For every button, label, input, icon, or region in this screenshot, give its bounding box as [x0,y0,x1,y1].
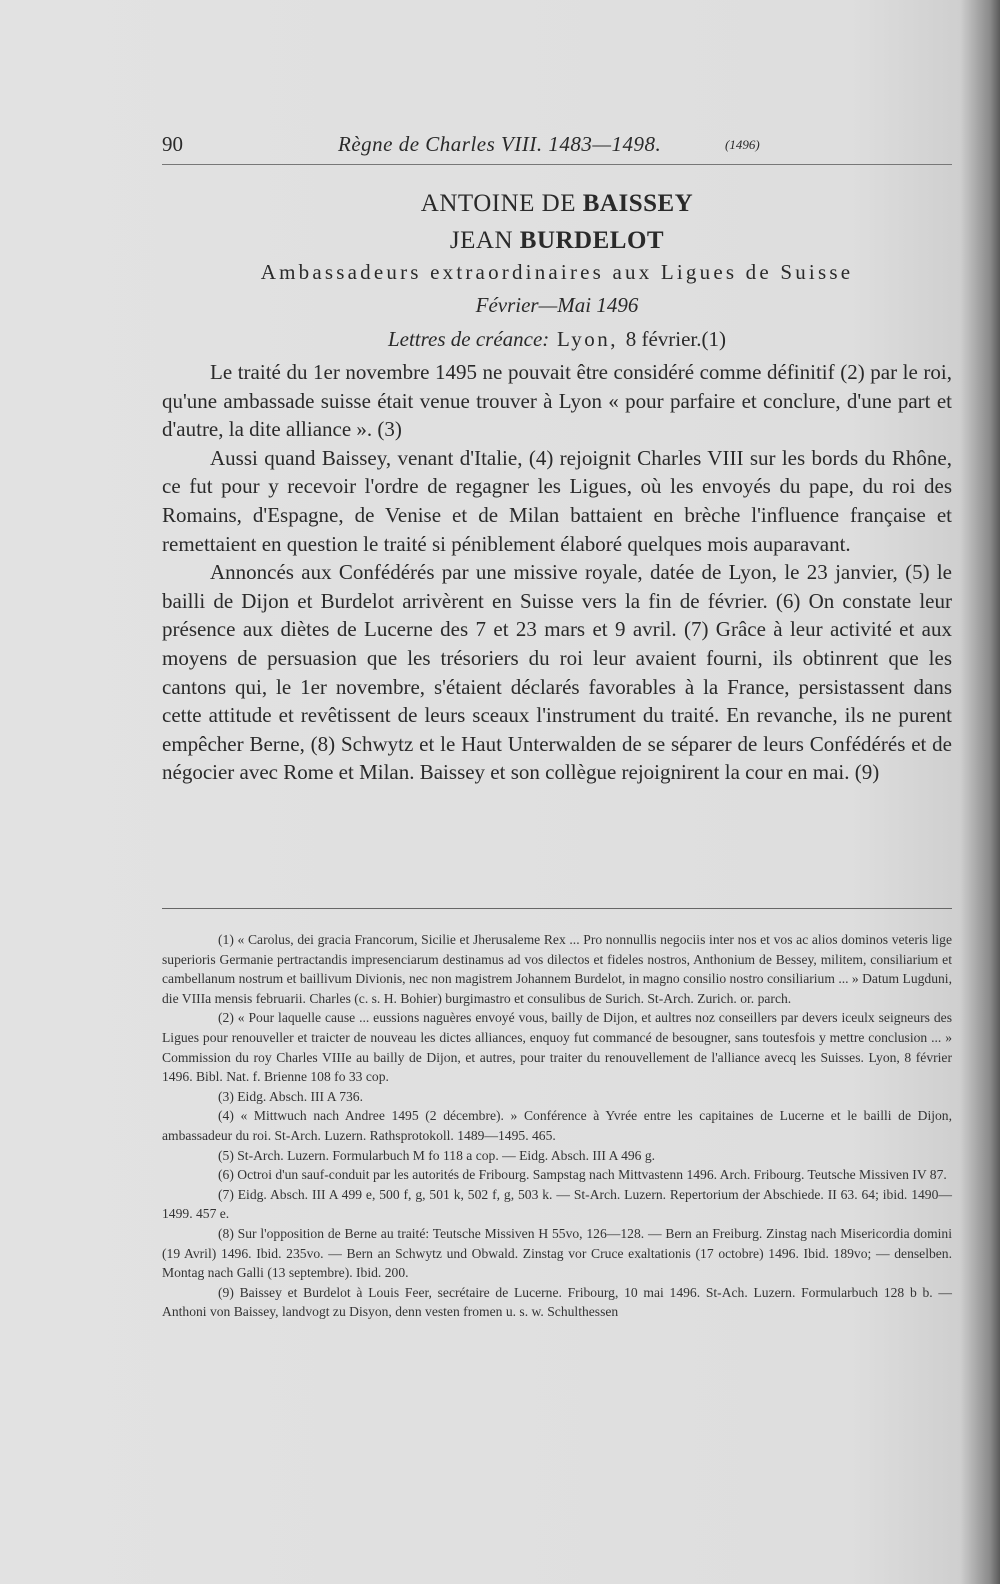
title-line-1 [162,190,952,218]
title-role: Ambassadeurs extraordinaires aux Ligues de Suisse [260,260,854,284]
header-year: (1496) [725,137,760,152]
footnote-9: (9) Baissey et Burdelot à Louis Feer, secrétaire de Lucerne. Fribourg, 10 mai 1496. St-Ach. Luzern. Formularbuch 128 b b. — Anthoni von Baissey, landvogt zu Disyon, denn vesten fromen u. s. w. Schulthessen [162,1284,952,1320]
running-title: Règne de Charles VIII. 1483—1498. [338,132,662,156]
footnote-7: (7) Eidg. Absch. III A 499 e, 500 f, g, 501 k, 502 f, g, 503 k. — St-Arch. Luzern. Repertorium der Abschiede. II 63. 64; ibid. 1490—1499. 457 e. [162,1186,952,1222]
title-name-second: JEAN [449,227,520,254]
paragraph-3: Annoncés aux Confédérés par une missive royale, datée de Lyon, le 23 janvier, (5) le bailli de Dijon et Burdelot arrivèrent en Suisse vers la fin de février. (6) On constate leur présence aux diètes de Lucerne des 7 et 23 mars et 9 avril. (7) Grâce à leur activité et aux moyens de persuasion que les trésoriers du roi leur avaient fourni, ils obtinrent que les cantons qui, le 1er novembre, s'étaient déclarés favorables à la France, persistassent dans cette attitude et revêtissent de leurs sceaux l'instrument du traité. En revanche, ils ne purent empêcher Berne, (8) Schwytz et le Haut Unterwalden de se séparer de leurs Confédérés et de négocier avec Rome et Milan. Baissey et son collègue rejoignirent la cour en mai. (9) [162,560,952,785]
title-name-first: ANTOINE DE [420,190,583,217]
footnote-2: (2) « Pour laquelle cause ... eussions naguères envoyé vous, bailly de Dijon, et aultres noz conseillers par devers iceulx seigneurs des Ligues pour renouveller et traicter de nouveau les dictes alliances, enquoy fut commancé de besougner, sans toutesfois y mettre conclusion ... » Commission du roy Charles VIIIe au bailly de Dijon, et autres, pour traiter du renouvellement de l'alliance avecq les Suisses. Lyon, 8 février 1496. Bibl. Nat. f. Brienne 108 fo 33 cop. [162,1010,952,1085]
page-number: 90 [162,132,183,156]
title-surname-baissey: BAISSEY [582,190,694,217]
credence-date: 8 février. [625,327,702,351]
footnote-3: (3) Eidg. Absch. III A 736. [218,1088,363,1104]
footnote-rule [162,908,952,909]
credence-line [162,327,952,352]
title-surname-burdelot: BURDELOT [519,227,665,254]
footnote-5: (5) St-Arch. Luzern. Formularbuch M fo 118 a cop. — Eidg. Absch. III A 496 g. [218,1147,656,1163]
paragraph-1: Le traité du 1er novembre 1495 ne pouvait être considéré comme définitif (2) par le roi, qu'une ambassade suisse était venue trouver à Lyon « pour parfaire et conclure, d'une part et d'autre, la dite alliance ». (3) [162,360,952,442]
credence-label: Lettres de créance: [387,327,550,351]
footnote-6: (6) Octroi d'un sauf-conduit par les autorités de Fribourg. Sampstag nach Mittvastenn 1496. Arch. Fribourg. Teutsche Missiven IV 87. [218,1167,947,1183]
footnote-1: (1) « Carolus, dei gracia Francorum, Sicilie et Jherusaleme Rex ... Pro nonnullis negociis inter nos et vos ac alios dominos veteris lige superioris Germanie pertractandis impresenciarum destinamus ad vos dilectos et fideles nostros, Anthonium de Bessey, militem, consiliarium et cambellanum nostrum et baillivum Divionis, nec non magistrem Johannem Burdelot, in magno consilio nostro consiliarium ... » Datum Lugduni, die VIIIa mensis februarii. Charles (c. s. H. Bohier) burgimastro et consulibus de Surich. St-Arch. Zurich. or. parch. [162,932,952,1006]
title-dates: Février—Mai 1496 [475,293,639,317]
body-text [162,358,952,787]
paragraph-2: Aussi quand Baissey, venant d'Italie, (4) rejoignit Charles VIII sur les bords du Rhône, ce fut pour y recevoir l'ordre de regagner les Ligues, où les envoyés du pape, du roi des Romains, d'Espagne, de Venise et de Milan battaient en brèche l'influence française et remettaient en question le traité si péniblement élaboré quelques mois auparavant. [162,445,952,556]
footnote-8: (8) Sur l'opposition de Berne au traité: Teutsche Missiven H 55vo, 126—128. — Bern an Freiburg. Zinstag nach Misericordia domini (19 Avril) 1496. Ibid. 235vo. — Bern an Schwytz und Obwald. Zinstag vor Cruce exaltationis (17 octobre) 1496. Ibid. 189vo; — denselben. Montag nach Galli (13 septembre). Ibid. 200. [162,1225,952,1281]
credence-note-ref: (1) [701,327,727,351]
credence-place: Lyon, [549,327,626,351]
title-line-2 [162,227,952,255]
footnotes [162,930,952,1322]
footnote-4: (4) « Mittwuch nach Andree 1495 (2 décembre). » Conférence à Yvrée entre les capitaines de Lucerne et le bailli de Dijon, ambassadeur du roi. St-Arch. Luzern. Rathsprotokoll. 1489—1495. 465. [162,1108,952,1143]
running-header [162,132,952,165]
